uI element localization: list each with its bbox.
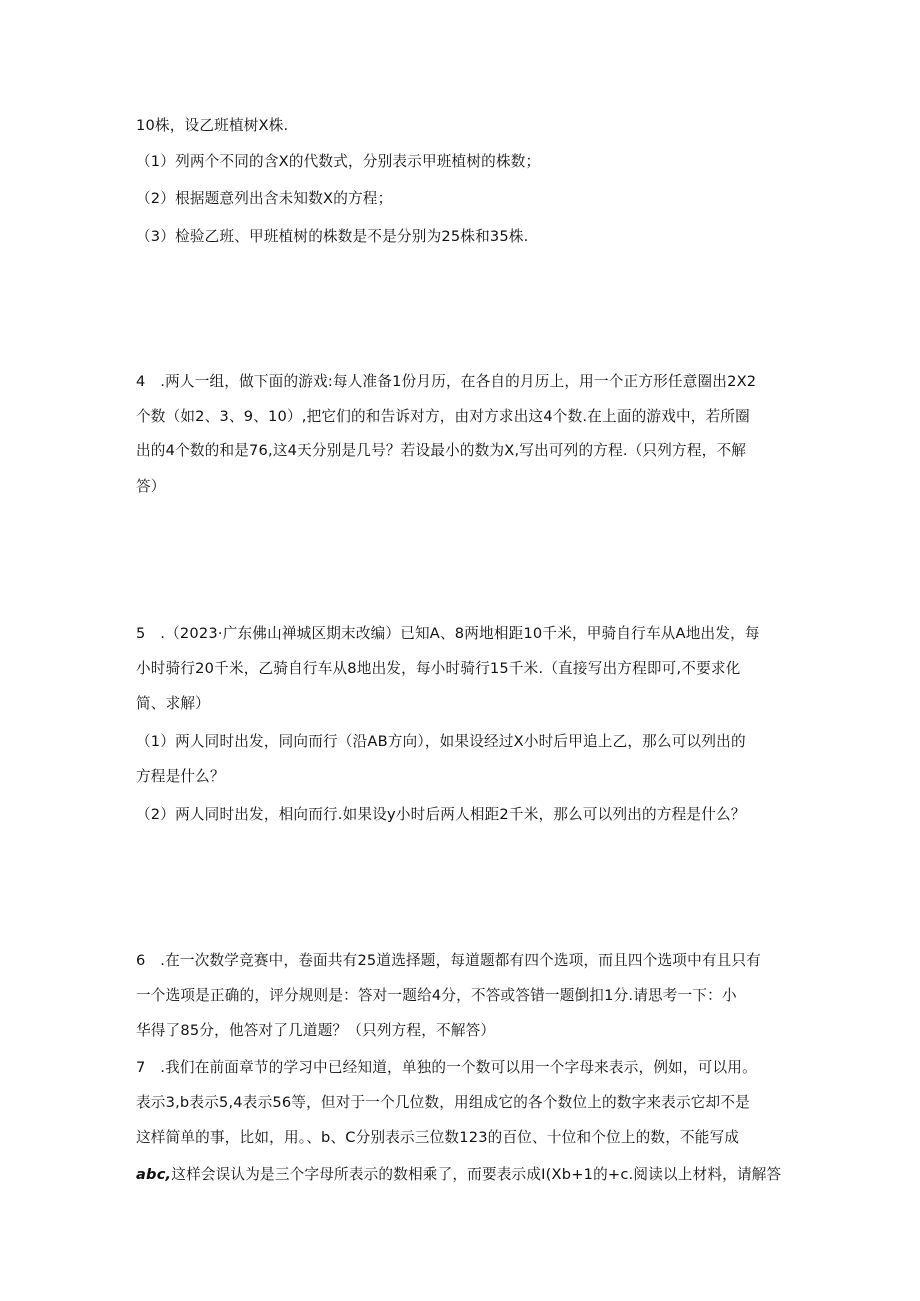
problem7-line-3: 这样简单的事，比如，用。、b、C分别表示三位数123的百位、十位和个位上的数，不能写成 bbox=[136, 1129, 740, 1146]
problem3-question-3: （3）检验乙班、甲班植树的株数是不是分别为25株和35株. bbox=[136, 228, 529, 245]
problem7-line-4 bbox=[136, 1165, 781, 1185]
problem5-question-1-line-1: （1）两人同时出发，同向而行（沿AB方向），如果设经过X小时后甲追上乙，那么可以列出的 bbox=[136, 733, 746, 750]
problem7-line-4-text: 这样会误认为是三个字母所表示的数相乘了，而要表示成I(Xb+1的+c.阅读以上材料，请解答 bbox=[171, 1166, 782, 1183]
problem6-line-3: 华得了85分，他答对了几道题？（只列方程，不解答） bbox=[136, 1022, 496, 1039]
problem4-line-3: 出的4个数的和是76,这4天分别是几号？若设最小的数为X,写出可列的方程.（只列方程，不解 bbox=[136, 442, 747, 459]
problem6-line-2: 一个选项是正确的，评分规则是：答对一题给4分，不答或答错一题倒扣1分.请思考一下：小 bbox=[136, 987, 737, 1004]
problem5-question-2: （2）两人同时出发，相向而行.如果设y小时后两人相距2千米，那么可以列出的方程是什么？ bbox=[136, 806, 746, 823]
problem3-intro: 10株，设乙班植树X株. bbox=[136, 117, 289, 134]
problem7-line-2: 表示3,b表示5,4表示56等，但对于一个几位数，用组成它的各个数位上的数字来表示它却不是 bbox=[136, 1094, 750, 1111]
problem5-line-1: 5 .（2023·广东佛山禅城区期末改编）已知A、8两地相距10千米，甲骑自行车从A地出发，每 bbox=[136, 625, 760, 642]
problem4-line-4: 答） bbox=[136, 478, 166, 495]
problem3-question-2: （2）根据题意列出含未知数X的方程； bbox=[136, 190, 393, 207]
italic-expression-abc: abc, bbox=[136, 1166, 172, 1183]
problem5-line-3: 简、求解） bbox=[136, 695, 210, 712]
problem3-question-1: （1）列两个不同的含X的代数式，分别表示甲班植树的株数； bbox=[136, 153, 541, 170]
problem4-line-1: 4 .两人一组，做下面的游戏:每人准备1份月历，在各自的月历上，用一个正方形任意圈出2X2 bbox=[136, 373, 757, 390]
problem5-line-2: 小时骑行20千米，乙骑自行车从8地出发，每小时骑行15千米.（直接写出方程即可,不要求化 bbox=[136, 660, 741, 677]
problem7-line-1: 7 .我们在前面章节的学习中已经知道，单独的一个数可以用一个字母来表示，例如，可以用。 bbox=[136, 1059, 757, 1076]
problem6-line-1: 6 .在一次数学竞赛中，卷面共有25道选择题，每道题都有四个选项，而且四个选项中有且只有 bbox=[136, 952, 762, 969]
problem5-question-1-line-2: 方程是什么？ bbox=[136, 768, 225, 785]
problem4-line-2: 个数（如2、3、9、10）,把它们的和告诉对方，由对方求出这4个数.在上面的游戏中，若所圈 bbox=[136, 408, 750, 425]
